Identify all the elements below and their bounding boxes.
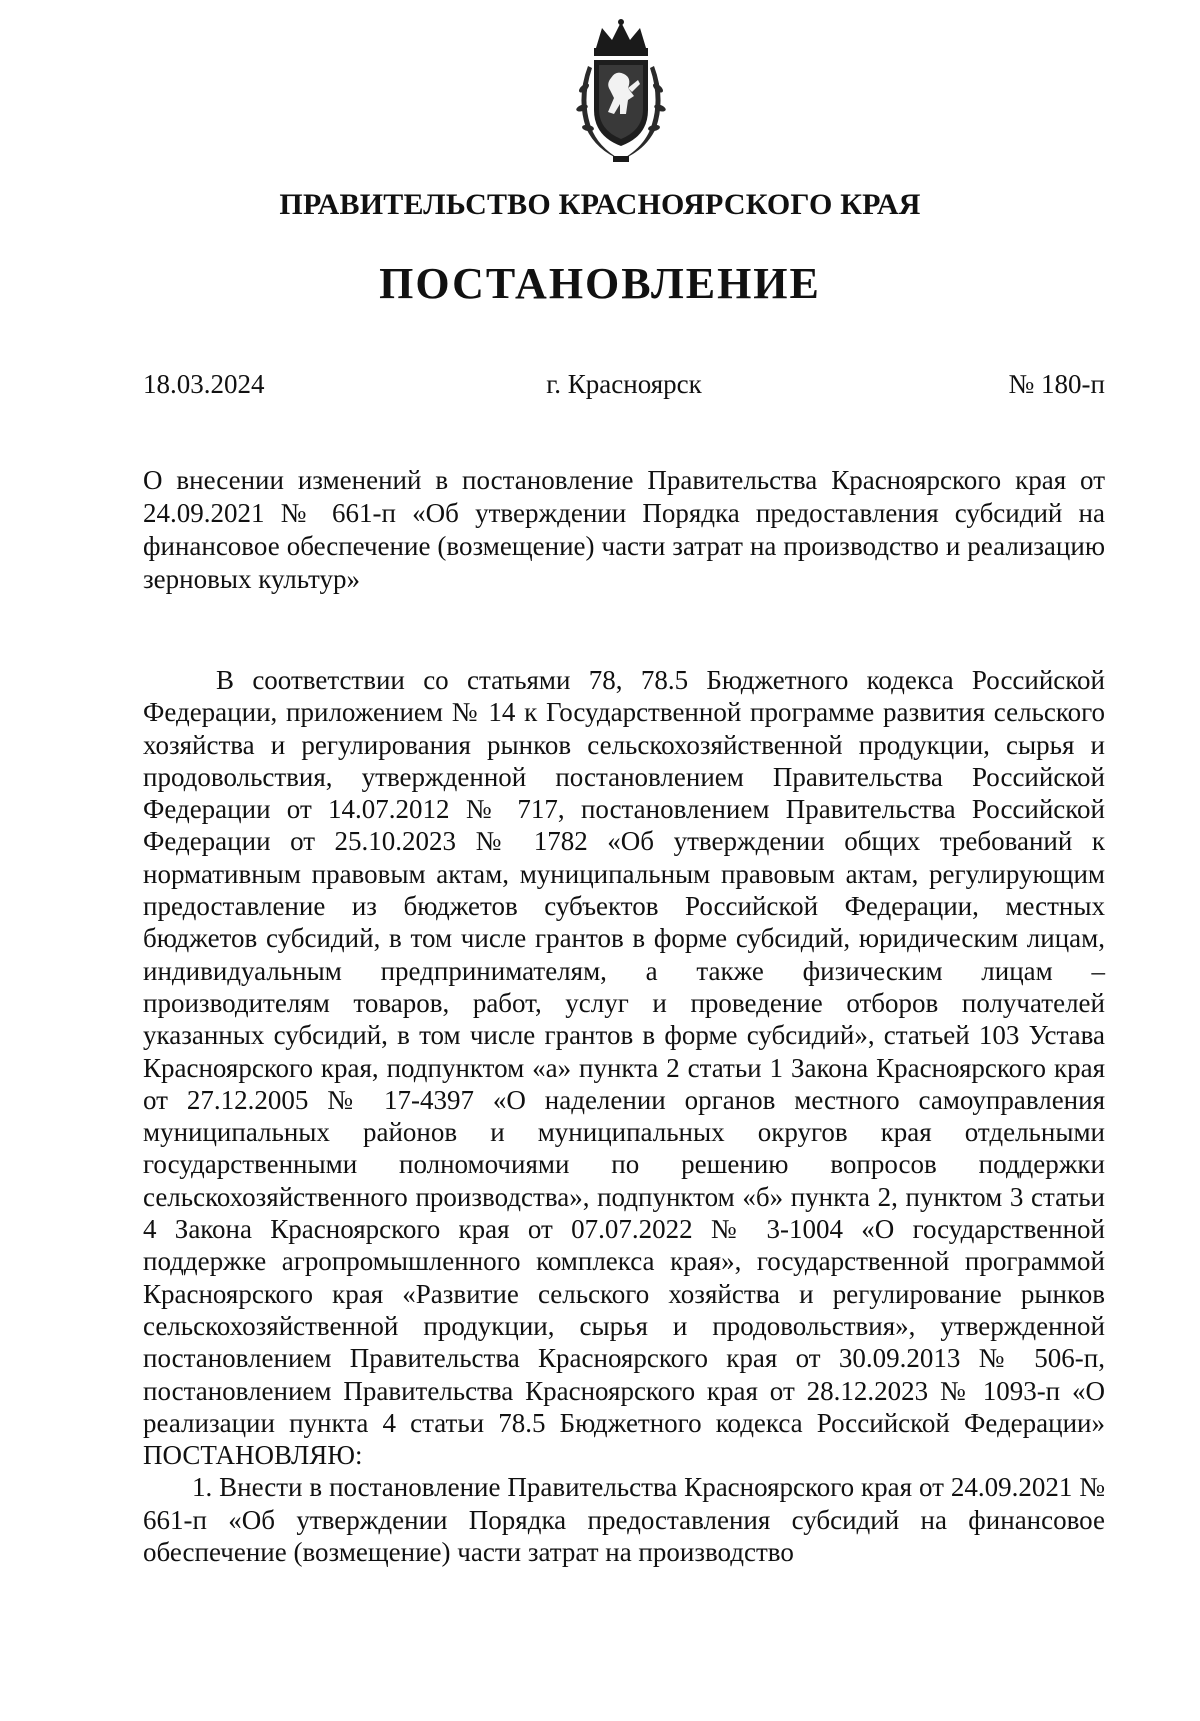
document-date: 18.03.2024 <box>143 369 265 399</box>
document-subject: О внесении изменений в постановление Правительства Красноярского края от 24.09.2021 № 661-п «Об утверждении Порядка предоставления субсидий на финансовое обеспечение (возмещение) части затрат на производство и реализацию зерновых культур» <box>143 465 1105 594</box>
document-type-title: ПОСТАНОВЛЕНИЕ <box>379 259 821 308</box>
document-body <box>143 664 1105 1568</box>
organization-title: ПРАВИТЕЛЬСТВО КРАСНОЯРСКОГО КРАЯ <box>279 188 921 221</box>
item-1-paragraph: 1. Внести в постановление Правительства Красноярского края от 24.09.2021 № 661-п «Об утверждении Порядка предоставления субсидий на финансовое обеспечение (возмещение) части затрат на производство <box>143 1472 1105 1568</box>
coat-of-arms-icon <box>566 18 676 168</box>
document-number: № 180-п <box>1008 369 1105 399</box>
document-city: г. Красноярск <box>546 369 702 399</box>
preamble-paragraph: В соответствии со статьями 78, 78.5 Бюджетного кодекса Российской Федерации, приложением № 14 к Государственной программе развития сельского хозяйства и регулирования рынков сельскохозяйственной продукции, сырья и продовольствия, утвержденной постановлением Правительства Российской Федерации от 14.07.2012 № 717, постановлением Правительства Российской Федерации от 25.10.2023 № 1782 «Об утверждении общих требований к нормативным правовым актам, муниципальным правовым актам, регулирующим предоставление из бюджетов субъектов Российской Федерации, местных бюджетов субсидий, в том числе грантов в форме субсидий, юридическим лицам, индивидуальным предпринимателям, а также физическим лицам – производителям товаров, работ, услуг и проведение отборов получателей указанных субсидий, в том числе грантов в форме субсидий», статьей 103 Устава Красноярского края, подпунктом «а» пункта 2 статьи 1 Закона Красноярского края от 27.12.2005 № 17-4397 «О наделении органов местного самоуправления муниципальных районов и муниципальных округов края отдельными государственными полномочиями по решению вопросов поддержки сельскохозяйственного производства», подпунктом «б» пункта 2, пунктом 3 статьи 4 Закона Красноярского края от 07.07.2022 № 3-1004 «О государственной поддержке агропромышленного комплекса края», государственной программой Красноярского края «Развитие сельского хозяйства и регулирование рынков сельскохозяйственной продукции, сырья и продовольствия», утвержденной постановлением Правительства Красноярского края от 30.09.2013 № 506-п, постановлением Правительства Красноярского края от 28.12.2023 № 1093-п «О реализации пункта 4 статьи 78.5 Бюджетного кодекса Российской Федерации» ПОСТАНОВЛЯЮ: <box>143 665 1105 1471</box>
